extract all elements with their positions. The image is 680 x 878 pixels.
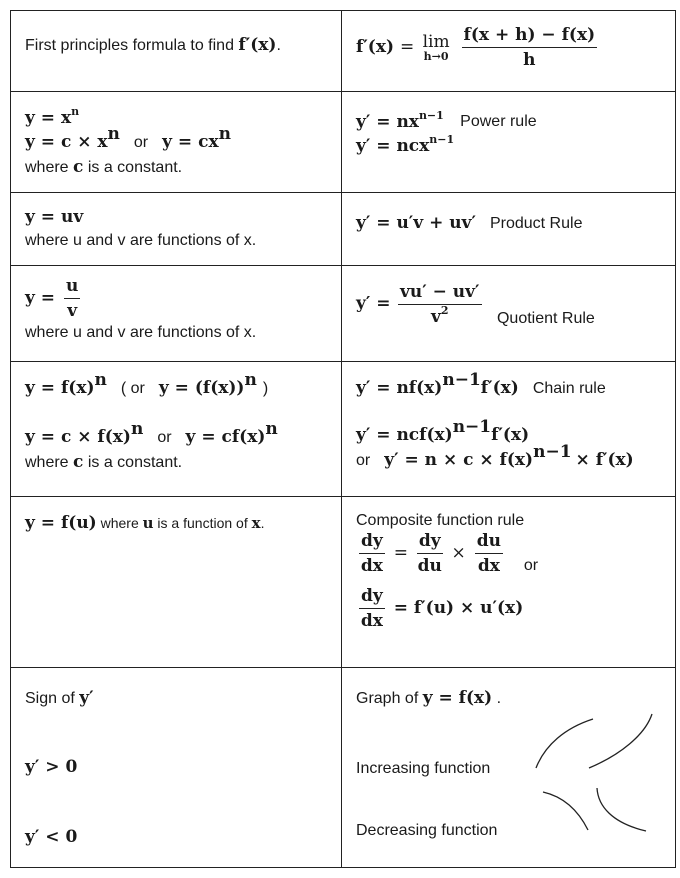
chain-eq-2b: y = cf(x) — [185, 427, 266, 447]
chain-eq-2b-exponent: n — [265, 419, 278, 439]
graph-label: Graph of — [356, 690, 423, 707]
derivative-lhs: f′(x) — [356, 37, 395, 57]
power-eq-2a-exponent: n — [107, 124, 120, 144]
quotient-rule-label: Quotient Rule — [496, 309, 595, 327]
difference-quotient-numerator: f(x + h) − f(x) — [462, 25, 598, 48]
quotient-lhs: y = — [25, 288, 56, 308]
composite-note-c: . — [260, 515, 265, 531]
note-text: where — [25, 454, 74, 471]
first-principles-formula-cell: f′(x) = lim h→0 $\frac{f(x + h) - f(x)}{h}$ — [342, 11, 676, 92]
or-text: or — [157, 429, 172, 446]
increasing-curve-2 — [589, 714, 652, 768]
derivative-positive: y′ > 0 — [25, 757, 78, 777]
quotient-deriv-numerator: vu′ − uv′ — [398, 282, 482, 305]
power-eq-2b-exponent: n — [218, 124, 231, 144]
note-text-end: is a constant. — [83, 454, 183, 471]
sign-math: y′ — [79, 688, 94, 708]
composite-note-var2: x — [251, 514, 261, 532]
increasing-curve-1 — [536, 719, 593, 768]
power-eq-2b: y = cx — [162, 132, 219, 152]
power-rule-label: Power rule — [460, 113, 537, 130]
paren-close-text: ) — [262, 380, 269, 397]
quotient-numerator: u — [64, 276, 80, 299]
chain-deriv-3-exponent: n−1 — [533, 442, 572, 462]
product-eq: y = uv — [25, 207, 84, 227]
composite-note-a: where — [96, 515, 143, 531]
chain-eq-1-exponent: n — [94, 370, 107, 390]
difference-quotient-denominator: h — [523, 50, 536, 70]
limit-word: lim — [422, 31, 450, 52]
quotient-note: where u and v are functions of x. — [25, 324, 257, 341]
du-dx-num: du — [475, 531, 503, 554]
product-deriv: y′ = u′v + uv′ — [356, 213, 476, 233]
decreasing-label: Decreasing function — [356, 822, 498, 839]
increasing-label: Increasing function — [356, 760, 491, 777]
decreasing-curve-1 — [543, 792, 588, 830]
quotient-deriv-lhs: y′ = — [356, 293, 391, 314]
chain-deriv-2: y′ = ncf(x) — [356, 425, 453, 445]
note-text: where — [25, 159, 74, 176]
quotient-deriv-denominator: v — [430, 307, 441, 327]
chain-deriv-3: y′ = n × c × f(x) — [384, 450, 534, 470]
product-note: where u and v are functions of x. — [25, 232, 257, 249]
derivative-negative: y′ < 0 — [25, 827, 78, 847]
composite-right-cell: Composite function rule $\frac{dy}{dx}$ = $\frac{dy}{du}$ × $\frac{du}{dx}$ or $\frac{dy}{dx}$ = f′(u) × u′(x) — [342, 497, 676, 668]
chain-rule-label: Chain rule — [532, 380, 606, 397]
note-variable: c — [73, 157, 84, 177]
dy-dx-den-2: dx — [360, 611, 383, 631]
chain-deriv-3-tail: × f′(x) — [575, 450, 634, 470]
dy-dx-num: dy — [359, 531, 385, 554]
paren-or-text: ( or — [120, 380, 145, 397]
or-text: or — [523, 557, 539, 574]
power-deriv-1-exponent: n−1 — [418, 109, 444, 122]
power-deriv-2-exponent: n−1 — [429, 133, 455, 146]
first-principles-target: f′(x) — [238, 35, 277, 55]
chain-eq-1: y = f(x) — [25, 378, 95, 398]
power-deriv-2: y′ = ncx — [356, 136, 430, 156]
product-rule-label: Product Rule — [489, 215, 583, 232]
chain-eq-1b-exponent: n — [244, 370, 257, 390]
power-eq-2a: y = c × x — [25, 132, 108, 152]
dy-du-den: du — [417, 556, 442, 576]
chain-deriv-1-exponent: n−1 — [442, 370, 481, 390]
chain-deriv-2-tail: f′(x) — [491, 425, 530, 445]
first-principles-label: First principles formula to find — [25, 37, 239, 54]
graph-period: . — [492, 690, 502, 707]
power-deriv-1: y′ = nx — [356, 112, 419, 132]
chain-eq-2: y = c × f(x) — [25, 427, 131, 447]
dy-dx-den: dx — [360, 556, 383, 576]
or-text: or — [133, 134, 149, 151]
du-dx-den: dx — [477, 556, 500, 576]
chain-eq-1b: y = (f(x)) — [158, 378, 245, 398]
note-text-end: is a constant. — [83, 159, 183, 176]
chain-deriv-1-tail: f′(x) — [480, 378, 519, 398]
power-eq-1: y = x — [25, 108, 72, 128]
dy-dx-num-2: dy — [359, 586, 385, 609]
note-variable: c — [73, 452, 84, 472]
composite-note-b: is a function of — [153, 515, 252, 531]
or-text: or — [356, 452, 371, 469]
decreasing-curve-2 — [597, 788, 646, 831]
composite-result: = f′(u) × u′(x) — [393, 598, 524, 618]
composite-title: Composite function rule — [356, 512, 525, 529]
first-principles-period: . — [276, 37, 281, 54]
chain-eq-2-exponent: n — [130, 419, 144, 439]
chain-deriv-1: y′ = nf(x) — [356, 378, 443, 398]
chain-deriv-2-exponent: n−1 — [452, 417, 492, 437]
power-eq-1-exponent: n — [71, 105, 80, 118]
times-sign: × — [451, 543, 466, 563]
graph-math: y = f(x) — [422, 688, 493, 708]
quotient-denominator: v — [67, 301, 78, 321]
composite-eq: y = f(u) — [25, 513, 97, 533]
composite-note-var: u — [142, 514, 154, 532]
quotient-deriv-denominator-exponent: 2 — [440, 304, 449, 317]
dy-du-num: dy — [417, 531, 443, 554]
limit-subscript: h→0 — [423, 49, 449, 63]
sign-label: Sign of — [25, 690, 80, 707]
